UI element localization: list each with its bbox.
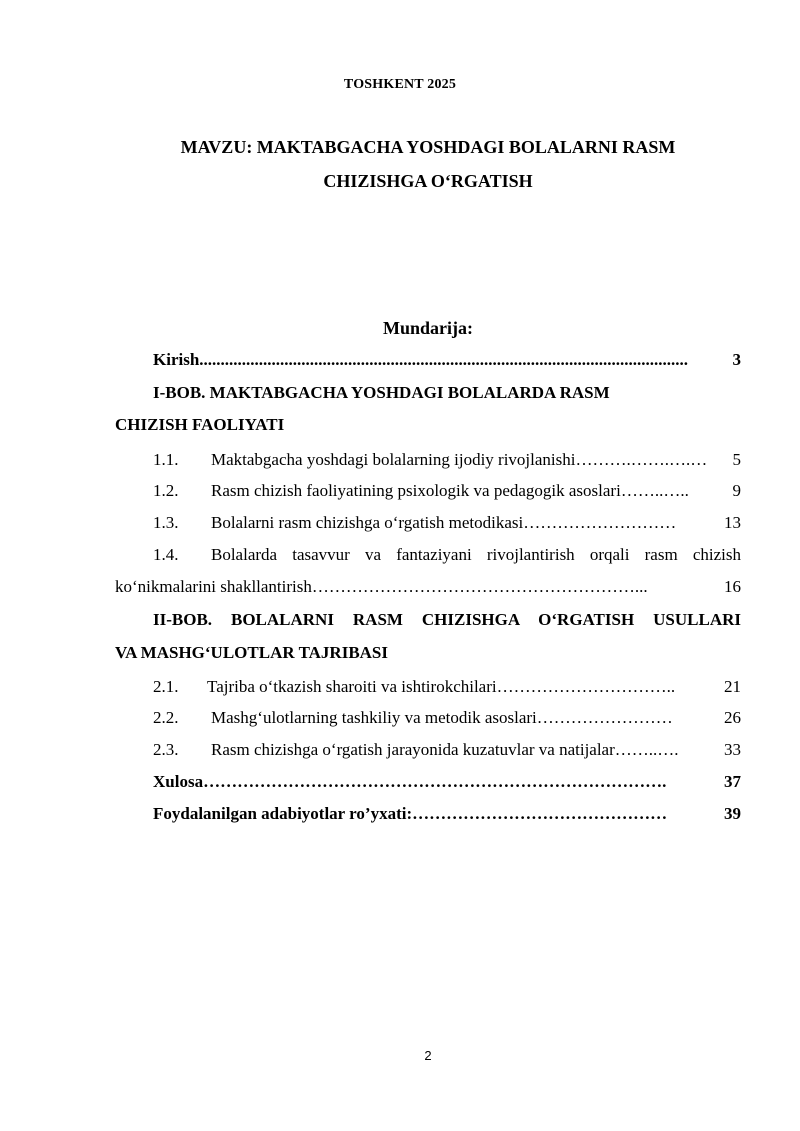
toc-entry-1-1[interactable] (153, 449, 741, 471)
chapter-2-title-line-1[interactable]: II-BOB. BOLALARNI RASM CHIZISHGA O‘RGATISH USULLARI (153, 610, 741, 629)
toc-entry-conclusion[interactable] (153, 771, 741, 793)
toc-entry-1-4-line-2[interactable] (115, 576, 741, 598)
toc-page-number: 3 (732, 350, 741, 369)
toc-leader-dots: …………………… (536, 708, 673, 727)
toc-leader-dots: ………………………….. (496, 677, 676, 696)
toc-page-number: 33 (724, 740, 741, 759)
toc-entry-1-2[interactable] (153, 480, 741, 502)
toc-leader-dots: …………………………………………………... (311, 577, 648, 596)
toc-leader-dots: ……………………………………… (412, 804, 668, 823)
toc-entry-title: Rasm chizish faoliyatining psixologik va pedagogik asoslari (211, 481, 621, 500)
toc-page-number: 26 (724, 708, 741, 727)
toc-page-number: 9 (732, 481, 741, 500)
topic-title-line-1: MAVZU: MAKTABGACHA YOSHDAGI BOLALARNI RASM (180, 137, 676, 157)
toc-entry-title: Rasm chizishga o‘rgatish jarayonida kuzatuvlar va natijalar (211, 740, 615, 759)
toc-entry-2-3[interactable] (153, 739, 741, 761)
toc-entry-label: Xulosa (153, 772, 204, 791)
toc-page-number: 21 (724, 677, 741, 696)
toc-leader-dots: ………………………………………………………………………. (203, 772, 667, 791)
toc-leader-dots: ................................................................................................................... (199, 350, 689, 369)
toc-entry-title: Maktabgacha yoshdagi bolalarning ijodiy rivojlanishi (211, 450, 576, 469)
toc-entry-title: ko‘nikmalarini shakllantirish (115, 577, 312, 596)
toc-entry-label: Kirish (153, 350, 200, 369)
toc-entry-title: Bolalarni rasm chizishga o‘rgatish metodikasi (211, 513, 524, 532)
toc-entry-title: Bolalarda tasavvur va fantaziyani rivojlantirish orqali rasm chizish (211, 545, 741, 564)
toc-page-number: 13 (724, 513, 741, 532)
toc-leader-dots: ……………………… (523, 513, 677, 532)
topic-title-line-2: CHIZISHGA O‘RGATISH (323, 171, 533, 191)
page-number: 2 (424, 1048, 432, 1063)
toc-entry-2-1[interactable] (153, 676, 741, 698)
toc-entry-number: 1.1. (153, 450, 179, 469)
toc-entry-number: 1.4. (153, 545, 179, 564)
chapter-1-title-line-1[interactable]: I-BOB. MAKTABGACHA YOSHDAGI BOLALARDA RASM (153, 383, 610, 402)
chapter-2-title-line-2: VA MASHG‘ULOTLAR TAJRIBASI (115, 643, 389, 662)
toc-leader-dots: ……….…….….… (575, 450, 708, 469)
toc-entry-title: Mashg‘ulotlarning tashkiliy va metodik asoslari (211, 708, 537, 727)
toc-leader-dots: ……..…. (614, 740, 679, 759)
toc-page-number: 5 (732, 450, 741, 469)
toc-entry-number: 2.2. (153, 708, 179, 727)
chapter-1-title-line-2: CHIZISH FAOLIYATI (115, 415, 285, 434)
toc-entry-2-2[interactable] (153, 707, 741, 729)
toc-entry-references[interactable] (153, 803, 741, 825)
toc-entry-title: Tajriba o‘tkazish sharoiti va ishtirokchilari (207, 677, 497, 696)
toc-entry-1-4-line-1[interactable] (153, 544, 741, 566)
city-year: TOSHKENT 2025 (343, 77, 457, 92)
toc-entry-1-3[interactable] (153, 512, 741, 534)
toc-entry-intro[interactable] (153, 349, 741, 371)
toc-entry-number: 2.3. (153, 740, 179, 759)
toc-page-number: 37 (724, 772, 741, 791)
toc-entry-number: 1.3. (153, 513, 179, 532)
toc-leader-dots: ……..….. (620, 481, 689, 500)
toc-page-number: 39 (724, 804, 741, 823)
toc-entry-number: 2.1. (153, 677, 179, 696)
toc-entry-number: 1.2. (153, 481, 179, 500)
toc-heading: Mundarija: (383, 318, 473, 338)
toc-page-number: 16 (724, 577, 741, 596)
toc-entry-label: Foydalanilgan adabiyotlar ro’yxati: (153, 804, 413, 823)
